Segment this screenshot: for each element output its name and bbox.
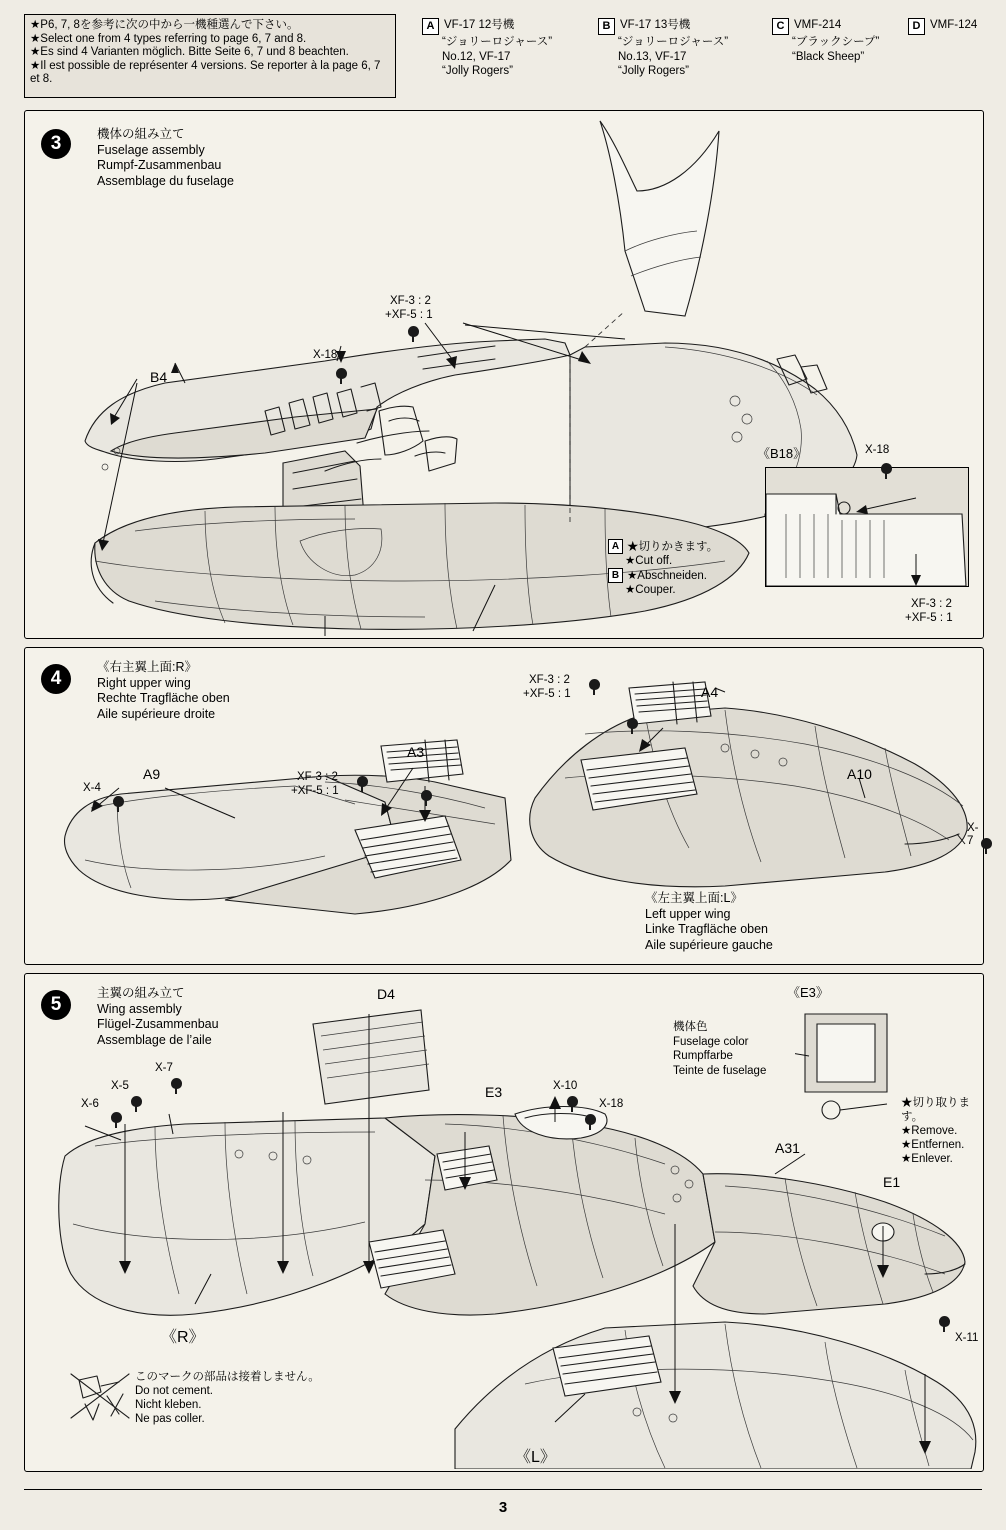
- part-label-a10: A10: [847, 766, 872, 782]
- paint-dot-a4b: [627, 718, 638, 729]
- step-4-number: 4: [41, 664, 71, 694]
- paint-dot-mix: [408, 326, 419, 337]
- page-number: 3: [498, 1499, 508, 1516]
- step-4-title-left-jp: 《左主翼上面:L》: [645, 891, 743, 905]
- paint-label-x7b: X-7: [155, 1062, 173, 1074]
- fuselage-color-jp: 機体色: [673, 1021, 708, 1033]
- no-cement-de: Nicht kleben.: [135, 1399, 202, 1411]
- fuselage-color-fr: Teinte de fuselage: [673, 1064, 767, 1077]
- variant-letter-b: B: [598, 18, 615, 35]
- selection-note: [24, 14, 396, 98]
- part-label-d4: D4: [377, 986, 395, 1002]
- variant-c: [772, 18, 902, 64]
- paint-dot-a3: [357, 776, 368, 787]
- paint-dot-x18-b: [881, 463, 892, 474]
- part-label-l: 《L》: [515, 1449, 556, 1466]
- variant-b-jp-2: “ジョリーロジャース”: [618, 36, 729, 48]
- paint-mix2-a3: +XF-5 : 1: [291, 785, 339, 797]
- paint-mix-a4: XF-3 : 2: [529, 674, 570, 686]
- remove-callout: [901, 1096, 983, 1166]
- step-4-title-right-de: Rechte Tragfläche oben: [97, 691, 230, 705]
- cutoff-jp: ★切りかきます。: [627, 540, 719, 553]
- paint-label-x5: X-5: [111, 1080, 129, 1092]
- note-line-de: ★Es sind 4 Varianten möglich. Bitte Seite 6, 7 und 8 beachten.: [30, 46, 349, 59]
- step-5-number: 5: [41, 990, 71, 1020]
- detail-title-e3: 《E3》: [787, 985, 829, 1000]
- paint-label-x10: X-10: [553, 1080, 578, 1092]
- no-cement-en: Do not cement.: [135, 1385, 213, 1397]
- no-cement-jp: このマークの部品は接着しません。: [135, 1371, 320, 1383]
- cutoff-letter-a: A: [608, 539, 623, 554]
- fuselage-color-de: Rumpffarbe: [673, 1050, 733, 1062]
- remove-fr: ★Enlever.: [901, 1153, 953, 1165]
- paint-dot-x11: [939, 1316, 950, 1327]
- variant-b-en-1: No.13, VF-17: [618, 50, 687, 63]
- variant-a-en-2: “Jolly Rogers”: [442, 65, 513, 77]
- part-label-a31: A31: [775, 1140, 800, 1156]
- variant-d: [908, 18, 1006, 35]
- step-4-title-right-en: Right upper wing: [97, 675, 191, 690]
- step-4-title-left-en: Left upper wing: [645, 906, 731, 921]
- no-cement-icon: [67, 1370, 137, 1422]
- paint-dot-a4: [589, 679, 600, 690]
- part-label-a4: A4: [701, 684, 719, 700]
- paint-mix-xf3: XF-3 : 2: [390, 295, 431, 307]
- step-4-illustration: [25, 648, 981, 962]
- variant-a-en-1: No.12, VF-17: [442, 50, 511, 63]
- note-line-fr: ★Il est possible de représenter 4 versions. Se reporter à la page 6, 7 et 8.: [30, 59, 381, 86]
- step-4-title-left-fr: Aile supérieure gauche: [645, 937, 773, 952]
- paint-label-x7: X-7: [967, 822, 979, 847]
- paint-dot-x18c: [585, 1114, 596, 1125]
- remove-jp: ★切り取ります。: [901, 1097, 970, 1123]
- step-3-title-en: Fuselage assembly: [97, 142, 205, 157]
- paint-label-x4: X-4: [83, 782, 101, 794]
- variant-b: [598, 18, 748, 79]
- paint-mix2-a4: +XF-5 : 1: [523, 688, 571, 700]
- step-5-title-de: Flügel-Zusammenbau: [97, 1017, 219, 1031]
- cutoff-en: ★Cut off.: [625, 555, 673, 567]
- step-4-title-right-jp: 《右主翼上面:R》: [97, 660, 198, 674]
- paint-dot-x4: [113, 796, 124, 807]
- variant-b-en-2: “Jolly Rogers”: [618, 65, 689, 77]
- detail-view-b18: [765, 467, 969, 587]
- cutoff-letter-b: B: [608, 568, 623, 583]
- step-5-panel: [24, 973, 984, 1472]
- no-cement-fr: Ne pas coller.: [135, 1413, 205, 1425]
- variant-c-en-2: “Black Sheep”: [792, 50, 865, 63]
- paint-label-x18-b: X-18: [865, 444, 890, 456]
- paint-dot-x7: [981, 838, 992, 849]
- variant-c-jp-1: “ブラックシープ”: [792, 36, 880, 48]
- step-4-panel: [24, 647, 984, 965]
- part-label-a9: A9: [143, 766, 161, 782]
- paint-dot-x6: [111, 1112, 122, 1123]
- step-3-panel: [24, 110, 984, 639]
- variant-letter-c: C: [772, 18, 789, 35]
- cutoff-de: ★Abschneiden.: [627, 569, 708, 582]
- fuselage-color-en: Fuselage color: [673, 1035, 749, 1048]
- note-line-jp: ★P6, 7, 8を参考に次の中から一機種選んで下さい。: [30, 19, 299, 31]
- step-3-number: 3: [41, 129, 71, 159]
- footer-divider: [24, 1489, 982, 1490]
- part-label-r: 《R》: [161, 1329, 205, 1346]
- paint-label-x18-a: X-18: [313, 349, 338, 361]
- variant-a-jp-1: VF-17 12号機: [444, 19, 515, 31]
- paint-mix-xf5: +XF-5 : 1: [385, 309, 433, 321]
- step-3-title-de: Rumpf-Zusammenbau: [97, 158, 222, 172]
- header-row: [24, 14, 982, 102]
- step-4-title-left-de: Linke Tragfläche oben: [645, 922, 769, 936]
- variant-b-jp-1: VF-17 13号機: [620, 19, 691, 31]
- part-label-a3: A3: [407, 744, 425, 760]
- step-5-title-jp: 主翼の組み立て: [97, 986, 185, 1000]
- paint-label-x11: X-11: [955, 1332, 979, 1344]
- variant-a: [422, 18, 572, 79]
- variant-a-jp-2: “ジョリーロジャース”: [442, 36, 553, 48]
- variant-letter-a: A: [422, 18, 439, 35]
- step-5-title-en: Wing assembly: [97, 1001, 182, 1016]
- fuselage-color-callout: [673, 1020, 766, 1078]
- paint-dot-x5: [131, 1096, 142, 1107]
- part-label-e1: E1: [883, 1174, 901, 1190]
- paint-dot-a3b: [421, 790, 432, 801]
- part-label-b4: B4: [150, 369, 168, 385]
- paint-dot-x7b: [171, 1078, 182, 1089]
- detail-title-b18: 《B18》: [757, 446, 807, 461]
- paint-dot-x18-a: [336, 368, 347, 379]
- cutoff-callout: [608, 539, 718, 597]
- step-3-title-jp: 機体の組み立て: [97, 127, 185, 141]
- variant-d-en-1: VMF-124: [930, 19, 978, 31]
- step-4-title-right-fr: Aile supérieure droite: [97, 706, 216, 721]
- paint-mix-a3: XF-3 : 2: [297, 771, 338, 783]
- step-4-title-left: [645, 891, 773, 953]
- paint-label-x18c: X-18: [599, 1098, 624, 1110]
- detail-paint-mix2: +XF-5 : 1: [905, 612, 953, 624]
- remove-de: ★Entfernen.: [901, 1139, 965, 1151]
- part-label-e3: E3: [485, 1084, 503, 1100]
- note-line-en: ★Select one from 4 types referring to page 6, 7 and 8.: [30, 32, 307, 45]
- step-3-title-fr: Assemblage du fuselage: [97, 173, 234, 188]
- remove-en: ★Remove.: [901, 1125, 958, 1137]
- variant-letter-d: D: [908, 18, 925, 35]
- paint-dot-x10: [567, 1096, 578, 1107]
- cutoff-fr: ★Couper.: [625, 584, 676, 596]
- paint-label-x6: X-6: [81, 1098, 99, 1110]
- no-cement-callout: [135, 1370, 320, 1426]
- variant-c-en-1: VMF-214: [794, 19, 842, 31]
- detail-paint-mix: XF-3 : 2: [911, 598, 952, 610]
- step-5-title-fr: Assemblage de l’aile: [97, 1032, 212, 1047]
